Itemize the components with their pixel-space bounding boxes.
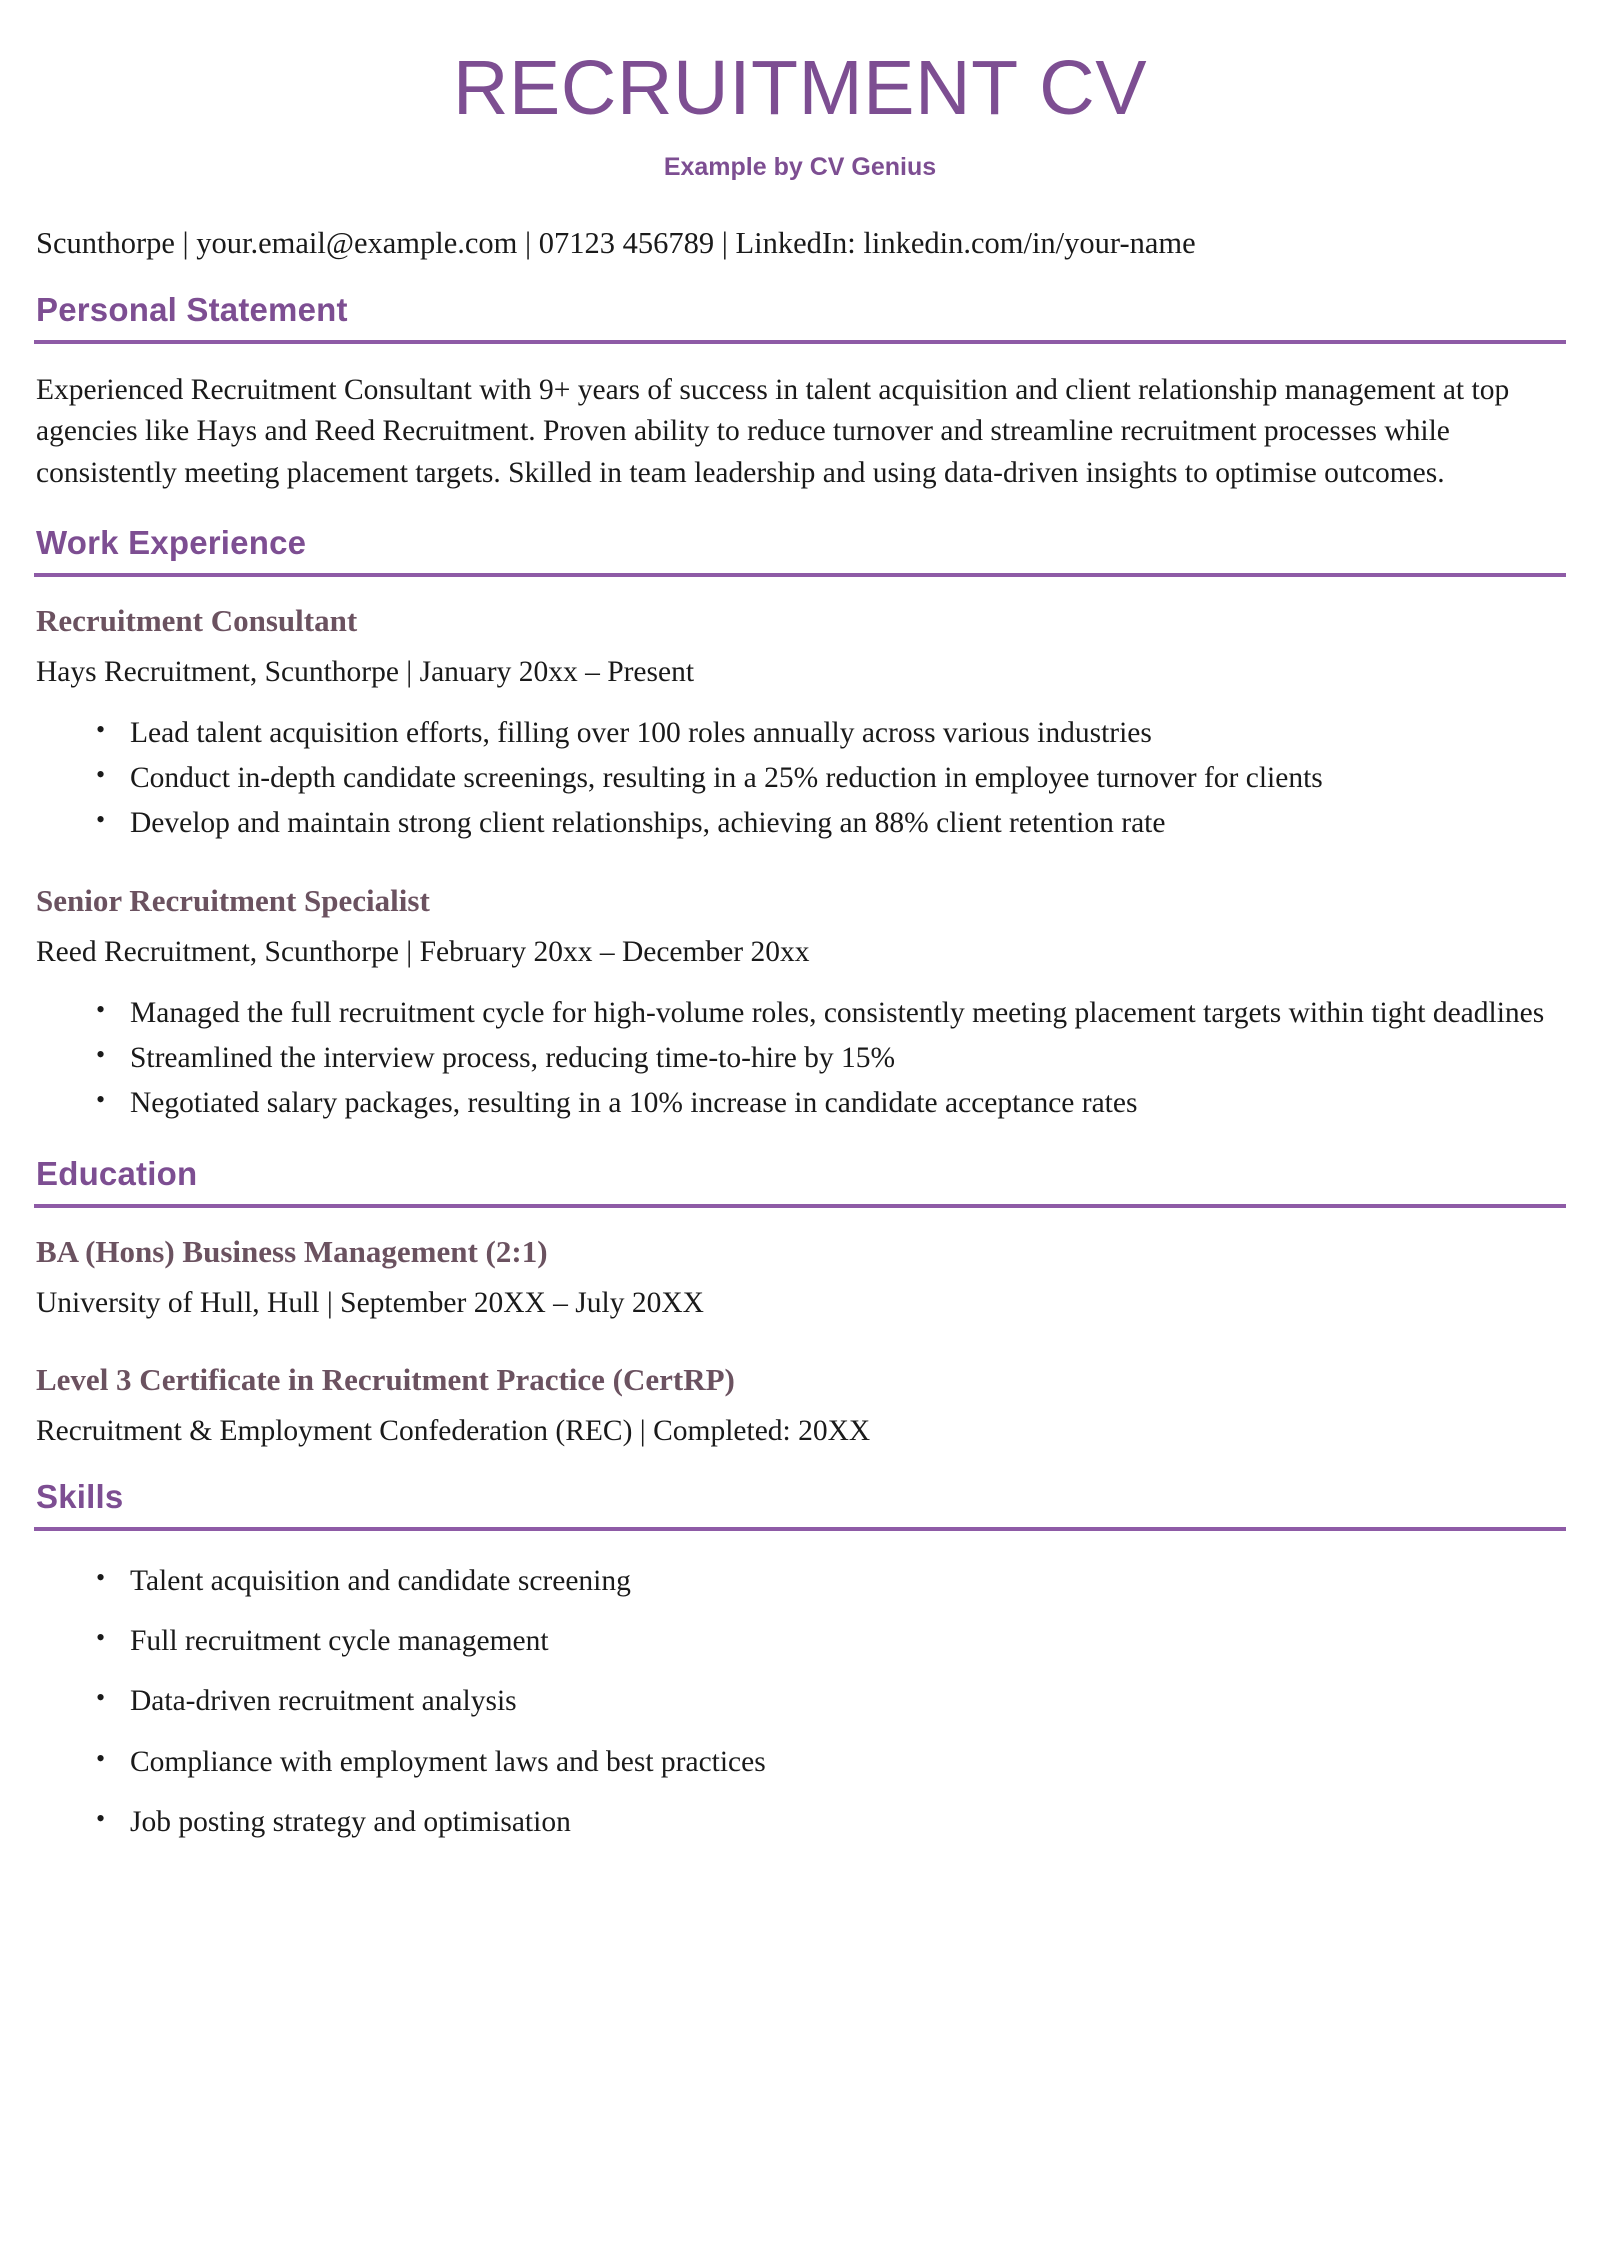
list-item: • Streamlined the interview process, reducing time-to-hire by 15% (34, 1038, 1566, 1079)
list-item: • Negotiated salary packages, resulting in a 10% increase in candidate acceptance rates (34, 1083, 1566, 1124)
education-entry (34, 1234, 1566, 1320)
certification-title: Level 3 Certificate in Recruitment Practice (CertRP) (36, 1361, 735, 1397)
section-personal-statement (34, 291, 1566, 494)
section-heading-skills: Skills (36, 1477, 124, 1515)
section-rule (34, 1204, 1566, 1208)
personal-statement-text: Experienced Recruitment Consultant with 9+ years of success in talent acquisition and client relationship management at top agencies like Hays and Reed Recruitment. Proven ability to reduce turnover and streamline recruitment processes while consistently meeting placement targets. Skilled in team leadership and using data-driven insights to optimise outcomes. (36, 374, 1510, 489)
section-heading-education: Education (36, 1154, 198, 1192)
list-item: • Job posting strategy and optimisation (34, 1802, 1566, 1843)
section-heading-personal-statement: Personal Statement (36, 291, 348, 328)
section-work-experience (34, 524, 1566, 1125)
certification-meta: Recruitment & Employment Confederation (REC) | Completed: 20XX (36, 1414, 871, 1447)
section-education (34, 1155, 1566, 1448)
list-item: • Data-driven recruitment analysis (34, 1681, 1566, 1722)
degree-title: BA (Hons) Business Management (2:1) (36, 1233, 548, 1269)
list-item: • Lead talent acquisition efforts, filling over 100 roles annually across various industries (34, 713, 1566, 754)
list-item: • Talent acquisition and candidate screening (34, 1561, 1566, 1602)
section-body-personal-statement (34, 370, 1566, 494)
job-bullet-list (34, 993, 1566, 1125)
education-entry (34, 1362, 1566, 1448)
section-rule (34, 573, 1566, 577)
section-skills (34, 1478, 1566, 1843)
job-meta: Reed Recruitment, Scunthorpe | February 20xx – December 20xx (36, 935, 810, 968)
degree-meta: University of Hull, Hull | September 20XX – July 20XX (36, 1286, 704, 1319)
work-entry (34, 603, 1566, 845)
skills-list (34, 1561, 1566, 1843)
section-body-skills (34, 1561, 1566, 1843)
section-rule (34, 340, 1566, 344)
list-item: • Develop and maintain strong client relationships, achieving an 88% client retention rate (34, 803, 1566, 844)
job-title: Senior Recruitment Specialist (36, 882, 430, 918)
document-subtitle: Example by CV Genius (663, 153, 937, 181)
work-entry (34, 883, 1566, 1125)
list-item: • Managed the full recruitment cycle for high-volume roles, consistently meeting placement targets within tight deadlines (34, 993, 1566, 1034)
section-body-work-experience (34, 603, 1566, 1125)
list-item: • Conduct in-depth candidate screenings, resulting in a 25% reduction in employee turnover for clients (34, 758, 1566, 799)
section-body-education (34, 1234, 1566, 1448)
list-item: • Compliance with employment laws and best practices (34, 1742, 1566, 1783)
job-title: Recruitment Consultant (36, 602, 358, 638)
job-meta: Hays Recruitment, Scunthorpe | January 20xx – Present (36, 655, 695, 688)
page-title: RECRUITMENT CV (452, 45, 1148, 131)
list-item: • Full recruitment cycle management (34, 1621, 1566, 1662)
section-heading-work-experience: Work Experience (36, 523, 307, 561)
section-rule (34, 1527, 1566, 1531)
contact-line: Scunthorpe | your.email@example.com | 07123 456789 | LinkedIn: linkedin.com/in/your-name (36, 226, 1196, 260)
job-bullet-list (34, 713, 1566, 845)
